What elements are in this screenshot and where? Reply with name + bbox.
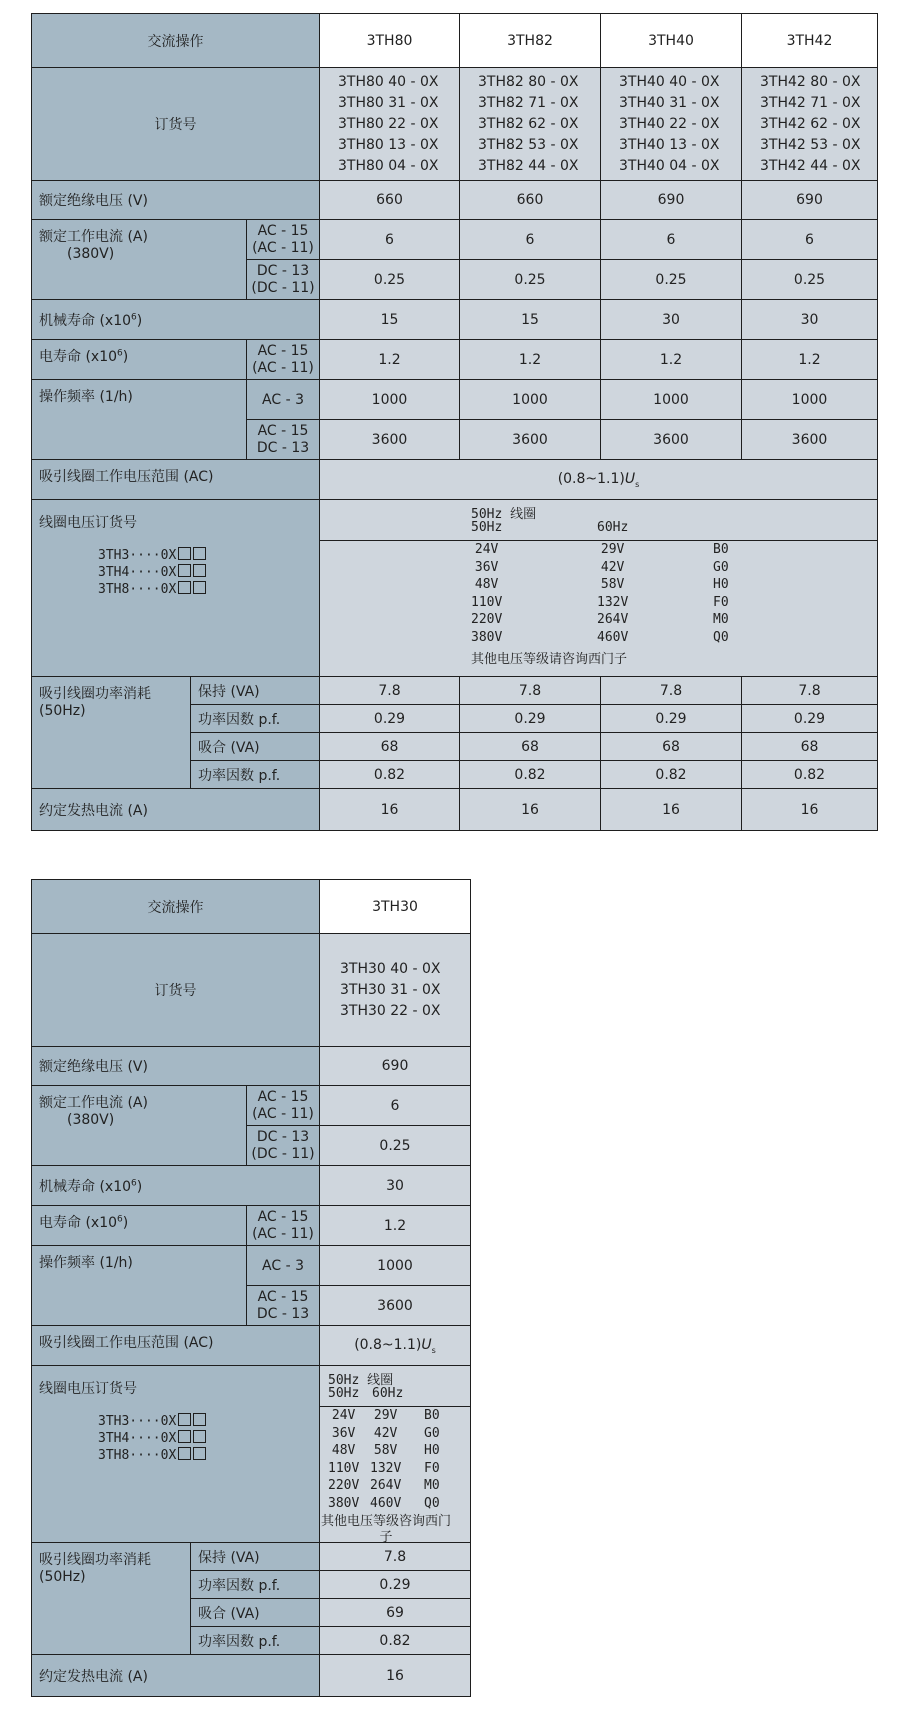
table-cell: 0.29 — [320, 705, 460, 733]
coil-code: 3TH4····0X — [98, 565, 177, 580]
coil-code-row — [98, 1447, 206, 1463]
coil-col-60hz — [597, 541, 628, 646]
table-cell: 7.8 — [320, 1543, 471, 1571]
table-cell: 0.25 — [320, 1126, 471, 1166]
table-cell: 3600 — [320, 1286, 471, 1326]
table-cell: 0.82 — [742, 761, 878, 789]
sub-label-line: (DC - 11) — [251, 279, 315, 296]
coil-note — [321, 1514, 451, 1546]
sub-label-line: (DC - 11) — [251, 1145, 315, 1162]
coil-code: 3TH4····0X — [98, 1431, 177, 1446]
spec-table-2 — [31, 879, 471, 1697]
current-ac-sub-label — [247, 220, 320, 260]
freq-ac3-sub-label: AC - 3 — [247, 380, 320, 420]
coil-title: 50Hz 线圈 — [471, 507, 537, 522]
insulation-row — [32, 181, 878, 220]
table-cell: 69 — [320, 1599, 471, 1627]
sub-label-line: AC - 15 — [257, 422, 309, 439]
coil-range-row — [32, 1326, 471, 1366]
order-number: 3TH82 53 - 0X — [478, 136, 579, 153]
order-number: 3TH80 04 - 0X — [338, 157, 439, 174]
current-ac-sub-label — [247, 1086, 320, 1126]
table-cell: 16 — [320, 1655, 471, 1697]
hold-label: 保持 (VA) — [191, 677, 320, 705]
coil-order-label-cell — [32, 1366, 320, 1543]
order-numbers-3th30 — [320, 934, 471, 1047]
sub-label-line: (AC - 11) — [252, 239, 314, 256]
elec-life-text: 电寿命 (x10 — [39, 1215, 118, 1231]
header-label: 交流操作 — [32, 14, 320, 68]
table-cell: 7.8 — [320, 677, 460, 705]
header-row — [32, 14, 878, 68]
order-numbers-3th42 — [742, 68, 878, 181]
sub-label-line: DC - 13 — [256, 262, 310, 279]
table-cell: 6 — [320, 220, 460, 260]
table-cell: 3600 — [601, 420, 742, 460]
coil-title: 50Hz 线圈 — [328, 1373, 394, 1388]
coil-voltage-60hz: 460V — [370, 1495, 402, 1511]
coil-range-text: (0.8~1.1) — [354, 1336, 422, 1353]
coil-order-label-cell — [32, 500, 320, 677]
order-number: 3TH40 40 - 0X — [619, 73, 720, 90]
coil-range-s: s — [635, 479, 640, 489]
power-label-text: 吸引线圈功率消耗 — [39, 1552, 151, 1568]
table-cell: 30 — [601, 300, 742, 340]
table-cell: 690 — [601, 181, 742, 220]
digit-box — [178, 547, 191, 560]
insulation-label: 额定绝缘电压 (V) — [32, 181, 320, 220]
coil-voltage-60hz: 58V — [373, 1443, 398, 1458]
power-sub-label: (50Hz) — [39, 703, 86, 719]
pf-label: 功率因数 p.f. — [191, 1627, 320, 1655]
table-cell: 15 — [320, 300, 460, 340]
order-number: 3TH42 44 - 0X — [760, 157, 861, 174]
elec-life-sub-label — [247, 1206, 320, 1246]
coil-voltage-60hz: 132V — [370, 1460, 402, 1476]
coil-code-suffix: M0 — [713, 612, 729, 627]
coil-voltage-60hz: 460V — [597, 629, 629, 645]
coil-note-line: 子 — [379, 1530, 393, 1545]
coil-code-row — [98, 581, 206, 597]
coil-range-label: 吸引线圈工作电压范围 (AC) — [32, 1326, 320, 1366]
digit-box — [178, 1447, 191, 1460]
table-cell: 1000 — [460, 380, 601, 420]
sub-label-line: (AC - 11) — [252, 1225, 314, 1242]
current-dc-sub-label — [247, 260, 320, 300]
mech-life-row — [32, 300, 878, 340]
coil-range-u: U — [421, 1336, 432, 1353]
digit-box — [178, 1413, 191, 1426]
order-number-label: 订货号 — [32, 68, 320, 181]
coil-header-cell — [320, 1366, 471, 1407]
sub-label-line: (AC - 11) — [252, 359, 314, 376]
coil-code-row — [98, 1430, 206, 1446]
table-cell: 0.25 — [601, 260, 742, 300]
current-label — [32, 220, 247, 300]
freq-ac15-sub-label — [247, 420, 320, 460]
insulation-label: 额定绝缘电压 (V) — [32, 1047, 320, 1086]
freq-ac15-sub-label — [247, 1286, 320, 1326]
coil-voltage-50hz: 48V — [474, 577, 499, 592]
coil-voltage-50hz: 48V — [331, 1443, 356, 1458]
coil-voltage-50hz: 24V — [474, 542, 499, 557]
power-label-text: 吸引线圈功率消耗 — [39, 686, 151, 702]
coil-voltage-50hz: 36V — [474, 559, 499, 575]
coil-voltage-50hz: 380V — [471, 629, 503, 645]
coil-voltage-60hz: 264V — [370, 1478, 402, 1493]
coil-voltage-60hz: 264V — [597, 612, 629, 627]
exponent: 6 — [117, 1214, 123, 1225]
digit-box — [193, 1447, 206, 1460]
coil-col-60hz — [370, 1407, 401, 1512]
table-cell: 660 — [320, 181, 460, 220]
model-3th80: 3TH80 — [320, 14, 460, 68]
table-cell: 15 — [460, 300, 601, 340]
table-cell: 1000 — [320, 380, 460, 420]
mech-life-row — [32, 1166, 471, 1206]
spec-table-1 — [31, 13, 878, 831]
exponent: 6 — [131, 1177, 137, 1188]
coil-voltage-60hz: 42V — [373, 1425, 398, 1441]
elec-life-label: 电寿命 $(x10^6)$ — [32, 340, 247, 380]
thermal-row — [32, 1655, 471, 1697]
table-cell: 0.29 — [742, 705, 878, 733]
order-number: 3TH40 13 - 0X — [619, 136, 720, 153]
current-sub-label: (380V) — [67, 1112, 115, 1128]
exponent: 6 — [117, 348, 123, 359]
model-3th30: 3TH30 — [320, 880, 471, 934]
order-number: 3TH42 80 - 0X — [760, 73, 861, 90]
coil-range-u: U — [624, 470, 636, 487]
digit-box — [193, 564, 206, 577]
order-number: 3TH30 31 - 0X — [340, 981, 441, 998]
coil-voltage-table — [320, 541, 878, 677]
coil-code: 3TH3····0X — [98, 548, 177, 563]
current-ac-row — [32, 220, 878, 260]
table-cell: 1.2 — [601, 340, 742, 380]
coil-voltage-50hz: 24V — [331, 1408, 356, 1423]
digit-box — [193, 1430, 206, 1443]
order-number: 3TH80 22 - 0X — [338, 115, 439, 132]
coil-col-code — [713, 541, 729, 646]
sub-label-line: DC - 13 — [256, 1305, 310, 1322]
coil-voltage-50hz: 220V — [471, 612, 503, 627]
model-3th82: 3TH82 — [460, 14, 601, 68]
coil-col-50hz — [328, 1407, 359, 1512]
freq-ac3-row — [32, 1246, 471, 1286]
table-cell: 6 — [742, 220, 878, 260]
coil-range-s: s — [431, 1345, 436, 1355]
table-cell: 0.29 — [460, 705, 601, 733]
sub-label-line: DC - 13 — [256, 439, 310, 456]
table-cell: 690 — [320, 1047, 471, 1086]
table-cell: 68 — [320, 733, 460, 761]
elec-life-sub-label — [247, 340, 320, 380]
order-number: 3TH40 04 - 0X — [619, 157, 720, 174]
elec-life-label: 电寿命 $(x10^6)$ — [32, 1206, 247, 1246]
table-cell: 1000 — [320, 1246, 471, 1286]
table-cell: 1.2 — [320, 1206, 471, 1246]
table-cell: 0.82 — [320, 1627, 471, 1655]
sub-label-line: DC - 13 — [256, 1128, 310, 1145]
table-cell: 30 — [742, 300, 878, 340]
order-number: 3TH42 71 - 0X — [760, 94, 861, 111]
order-numbers-3th82 — [460, 68, 601, 181]
current-ac-row — [32, 1086, 471, 1126]
coil-order-row-top — [32, 500, 878, 541]
coil-code-row — [98, 564, 206, 580]
coil-code-suffix: Q0 — [713, 629, 729, 645]
pf-label: 功率因数 p.f. — [191, 705, 320, 733]
mech-life-label: 机械寿命 $(x10^6)$ — [32, 1166, 320, 1206]
coil-code-suffix: H0 — [424, 1443, 440, 1458]
current-dc-sub-label — [247, 1126, 320, 1166]
coil-code-row — [98, 1413, 206, 1429]
pull-label: 吸合 (VA) — [191, 733, 320, 761]
table-cell: 68 — [601, 733, 742, 761]
table-cell: 7.8 — [742, 677, 878, 705]
coil-voltage-table — [320, 1407, 471, 1543]
coil-header-60hz: 60Hz — [372, 1386, 404, 1401]
table-cell: 30 — [320, 1166, 471, 1206]
coil-header-60hz: 60Hz — [597, 520, 629, 535]
order-number: 3TH42 53 - 0X — [760, 136, 861, 153]
table-cell: 0.25 — [320, 260, 460, 300]
coil-code-suffix: G0 — [713, 559, 729, 575]
table-cell: 68 — [460, 733, 601, 761]
table-cell: 16 — [460, 789, 601, 831]
table-cell: 1.2 — [742, 340, 878, 380]
coil-code-suffix: F0 — [424, 1460, 440, 1476]
header-label: 交流操作 — [32, 880, 320, 934]
insulation-row — [32, 1047, 471, 1086]
table-cell: 7.8 — [601, 677, 742, 705]
pf-label: 功率因数 p.f. — [191, 1571, 320, 1599]
model-3th40: 3TH40 — [601, 14, 742, 68]
power-label — [32, 1543, 191, 1655]
coil-range-value — [320, 1326, 471, 1366]
order-number: 3TH82 44 - 0X — [478, 157, 579, 174]
order-number-row — [32, 934, 471, 1047]
coil-code-suffix: Q0 — [424, 1495, 440, 1511]
coil-voltage-60hz: 132V — [597, 594, 629, 610]
table-cell: 0.82 — [601, 761, 742, 789]
coil-voltage-50hz: 220V — [328, 1478, 360, 1493]
coil-range-text: (0.8~1.1) — [557, 470, 625, 487]
current-label-text: 额定工作电流 (A) — [39, 229, 148, 245]
table-cell: 0.25 — [742, 260, 878, 300]
digit-box — [193, 1413, 206, 1426]
table-cell: 0.82 — [460, 761, 601, 789]
coil-voltage-60hz: 58V — [600, 577, 625, 592]
current-label-text: 额定工作电流 (A) — [39, 1095, 148, 1111]
table-cell: 16 — [601, 789, 742, 831]
order-number: 3TH82 80 - 0X — [478, 73, 579, 90]
power-label — [32, 677, 191, 789]
current-label — [32, 1086, 247, 1166]
table-cell: 6 — [460, 220, 601, 260]
table-cell: 1.2 — [460, 340, 601, 380]
table-cell: 690 — [742, 181, 878, 220]
mech-life-label: 机械寿命 $(x10^6)$ — [32, 300, 320, 340]
order-number: 3TH82 62 - 0X — [478, 115, 579, 132]
coil-col-code — [424, 1407, 440, 1512]
coil-code-suffix: G0 — [424, 1425, 440, 1441]
digit-box — [178, 581, 191, 594]
thermal-label: 约定发热电流 (A) — [32, 1655, 320, 1697]
hold-label: 保持 (VA) — [191, 1543, 320, 1571]
coil-order-label: 线圈电压订货号 — [39, 515, 137, 531]
sub-label-line: AC - 15 — [257, 1208, 309, 1225]
digit-box — [193, 581, 206, 594]
digit-box — [178, 564, 191, 577]
table-cell: 0.25 — [460, 260, 601, 300]
coil-header-50hz: 50Hz — [471, 520, 503, 535]
elec-life-row — [32, 1206, 471, 1246]
coil-voltage-50hz: 110V — [471, 594, 503, 610]
mech-life-text: 机械寿命 (x10 — [39, 1178, 132, 1195]
order-number: 3TH40 31 - 0X — [619, 94, 720, 111]
table-cell: 3600 — [320, 420, 460, 460]
pf-label: 功率因数 p.f. — [191, 761, 320, 789]
freq-label: 操作频率 (1/h) — [32, 1246, 247, 1326]
table-cell: 1000 — [601, 380, 742, 420]
freq-ac3-sub-label: AC - 3 — [247, 1246, 320, 1286]
coil-range-row — [32, 460, 878, 500]
coil-voltage-60hz: 29V — [600, 542, 625, 557]
table-cell: 7.8 — [460, 677, 601, 705]
order-number: 3TH40 22 - 0X — [619, 115, 720, 132]
coil-order-label: 线圈电压订货号 — [39, 1381, 137, 1397]
coil-voltage-50hz: 380V — [328, 1495, 360, 1511]
table-cell: 16 — [320, 789, 460, 831]
table-cell: 1000 — [742, 380, 878, 420]
coil-note: 其他电压等级请咨询西门子 — [471, 652, 628, 667]
table-cell: 16 — [742, 789, 878, 831]
pull-label: 吸合 (VA) — [191, 1599, 320, 1627]
table-cell: 68 — [742, 733, 878, 761]
power-hold-row — [32, 677, 878, 705]
table-cell: 3600 — [742, 420, 878, 460]
order-number-label: 订货号 — [32, 934, 320, 1047]
freq-label: 操作频率 (1/h) — [32, 380, 247, 460]
table-cell: 6 — [601, 220, 742, 260]
elec-life-row — [32, 340, 878, 380]
freq-ac3-row — [32, 380, 878, 420]
table-cell: 0.29 — [601, 705, 742, 733]
coil-range-value — [320, 460, 878, 500]
coil-code-suffix: B0 — [424, 1408, 440, 1423]
header-row — [32, 880, 471, 934]
order-number: 3TH30 22 - 0X — [340, 1002, 441, 1019]
coil-header-cell — [320, 500, 878, 541]
coil-header-50hz: 50Hz — [328, 1386, 360, 1401]
coil-note-line: 其他电压等级咨询西门 — [321, 1514, 452, 1529]
coil-code: 3TH8····0X — [98, 1448, 177, 1463]
order-number: 3TH80 31 - 0X — [338, 94, 439, 111]
coil-col-50hz — [471, 541, 502, 646]
sub-label-line: AC - 15 — [257, 1288, 309, 1305]
current-sub-label: (380V) — [67, 246, 115, 262]
coil-voltage-60hz: 42V — [600, 559, 625, 575]
table-cell: 6 — [320, 1086, 471, 1126]
power-hold-row — [32, 1543, 471, 1571]
digit-box — [178, 1430, 191, 1443]
order-number: 3TH30 40 - 0X — [340, 960, 441, 977]
table-cell: 0.82 — [320, 761, 460, 789]
order-number: 3TH80 40 - 0X — [338, 73, 439, 90]
sub-label-line: AC - 15 — [257, 342, 309, 359]
table-cell: 0.29 — [320, 1571, 471, 1599]
order-number: 3TH80 13 - 0X — [338, 136, 439, 153]
order-numbers-3th40 — [601, 68, 742, 181]
mech-life-text: 机械寿命 (x10 — [39, 312, 132, 329]
sub-label-line: (AC - 11) — [252, 1105, 314, 1122]
coil-code-suffix: B0 — [713, 542, 729, 557]
coil-voltage-60hz: 29V — [373, 1408, 398, 1423]
coil-voltage-50hz: 110V — [328, 1460, 360, 1476]
coil-code-suffix: M0 — [424, 1478, 440, 1493]
table-cell: 660 — [460, 181, 601, 220]
elec-life-text: 电寿命 (x10 — [39, 349, 118, 365]
coil-code-suffix: F0 — [713, 594, 729, 610]
order-numbers-3th80 — [320, 68, 460, 181]
table-cell: 3600 — [460, 420, 601, 460]
thermal-label: 约定发热电流 (A) — [32, 789, 320, 831]
order-number: 3TH42 62 - 0X — [760, 115, 861, 132]
coil-code: 3TH8····0X — [98, 582, 177, 597]
coil-order-row-top — [32, 1366, 471, 1407]
digit-box — [193, 547, 206, 560]
coil-code-row — [98, 547, 206, 563]
coil-voltage-50hz: 36V — [331, 1425, 356, 1441]
order-number-row — [32, 68, 878, 181]
power-sub-label: (50Hz) — [39, 1569, 86, 1585]
order-number: 3TH82 71 - 0X — [478, 94, 579, 111]
model-3th42: 3TH42 — [742, 14, 878, 68]
exponent: 6 — [131, 311, 137, 322]
coil-code: 3TH3····0X — [98, 1414, 177, 1429]
thermal-row — [32, 789, 878, 831]
coil-range-label: 吸引线圈工作电压范围 (AC) — [32, 460, 320, 500]
table-cell: 1.2 — [320, 340, 460, 380]
sub-label-line: AC - 15 — [257, 222, 309, 239]
sub-label-line: AC - 15 — [257, 1088, 309, 1105]
coil-code-suffix: H0 — [713, 577, 729, 592]
